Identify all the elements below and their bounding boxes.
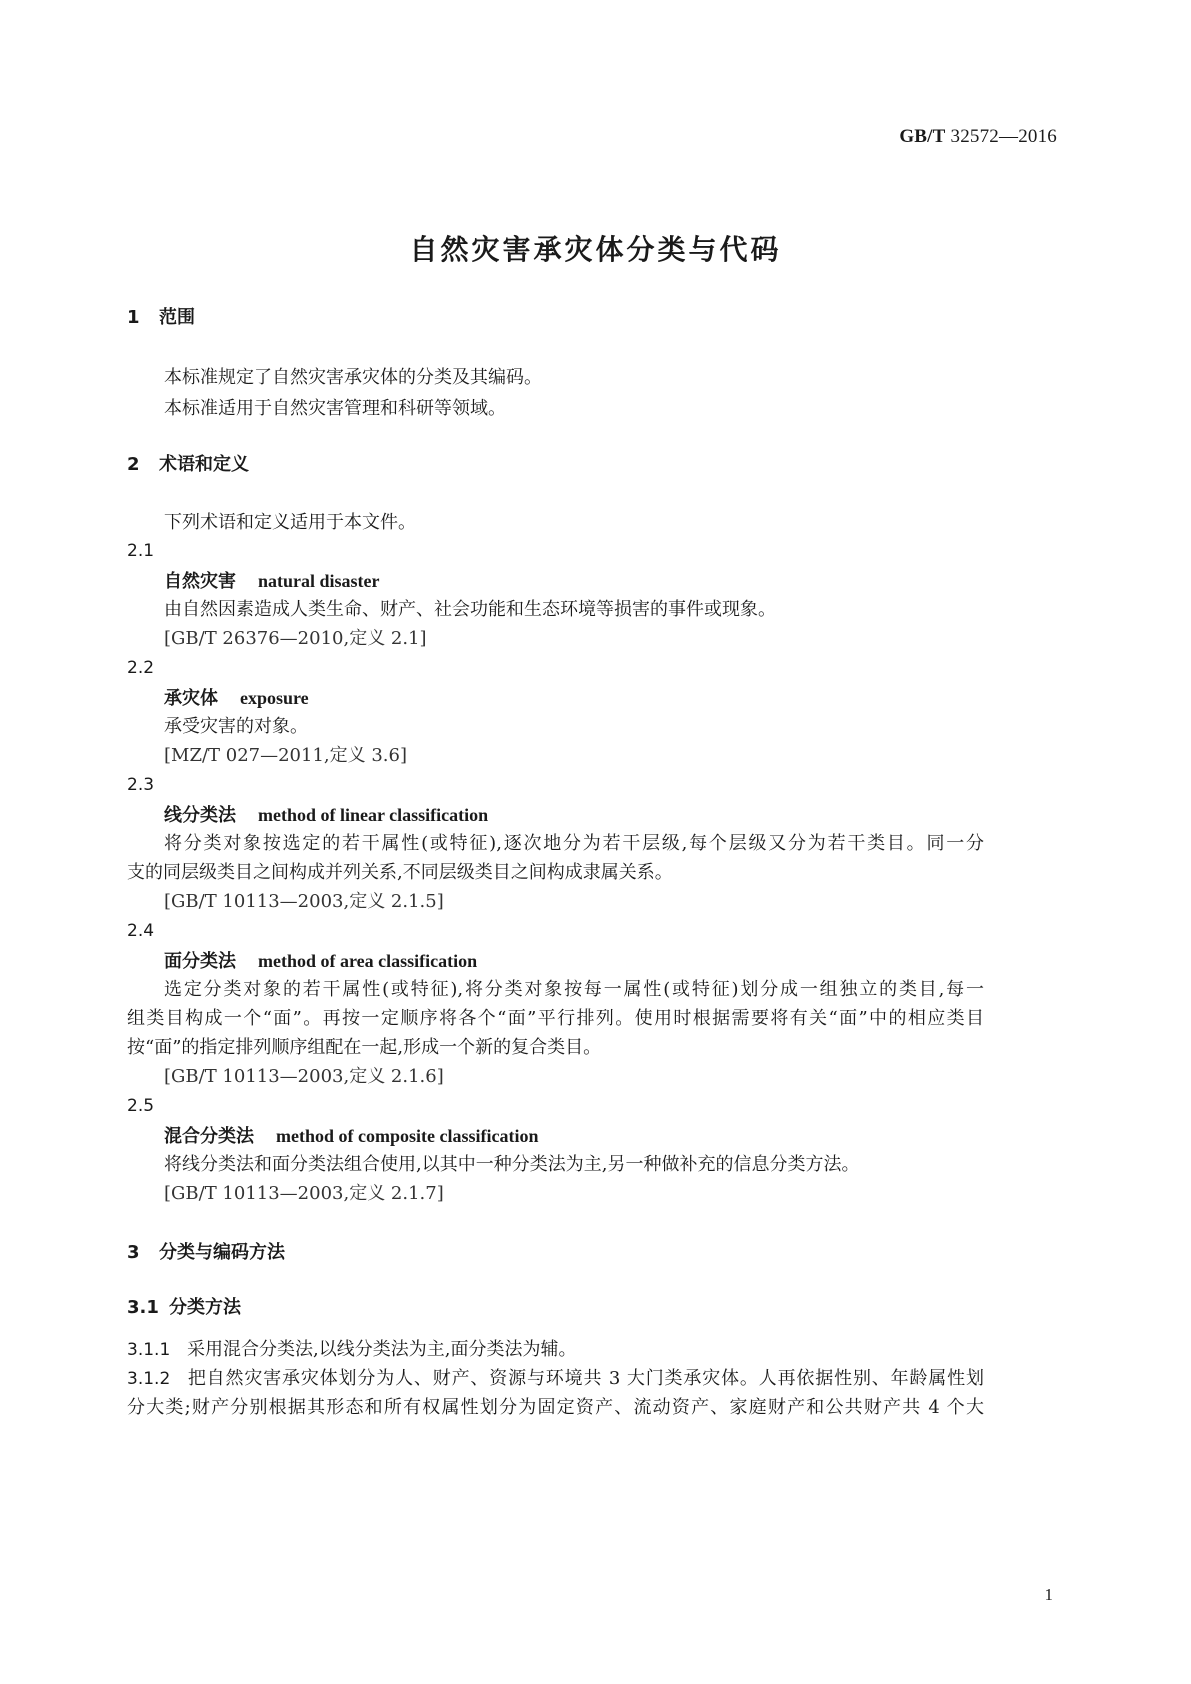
term-2-2-zh: 承灾体 xyxy=(164,688,218,709)
term-2-1-en: natural disaster xyxy=(258,571,380,591)
subsection-3-1-heading xyxy=(127,1299,241,1317)
term-2-2-name xyxy=(164,689,309,708)
term-2-3-en: method of linear classification xyxy=(258,805,489,825)
term-2-2-definition: 承受灾害的对象。 xyxy=(164,716,308,737)
standard-prefix: GB/T xyxy=(899,126,946,147)
section-3-heading xyxy=(127,1244,285,1262)
clause-3-1-2-line-1 xyxy=(127,1370,984,1388)
term-2-1-zh: 自然灾害 xyxy=(164,571,236,592)
term-2-4-name xyxy=(164,952,477,971)
term-2-4-reference: [GB/T 10113—2003,定义 2.1.6] xyxy=(164,1066,444,1087)
clause-3-1-1-text: 采用混合分类法,以线分类法为主,面分类法为辅。 xyxy=(187,1339,577,1360)
standard-code xyxy=(899,126,1057,148)
term-2-4-definition-line-3: 按“面”的指定排列顺序组配在一起,形成一个新的复合类目。 xyxy=(127,1037,602,1058)
term-2-3-definition-line-2: 支的同层级类目之间构成并列关系,不同层级类目之间构成隶属关系。 xyxy=(127,862,673,883)
section-2-intro: 下列术语和定义适用于本文件。 xyxy=(164,512,416,533)
section-1-number: 1 xyxy=(127,307,140,328)
section-1-title: 范围 xyxy=(159,307,195,328)
term-2-5-en: method of composite classification xyxy=(276,1126,539,1146)
section-3-number: 3 xyxy=(127,1242,140,1263)
section-2-title: 术语和定义 xyxy=(159,454,249,475)
term-2-4-definition-line-1: 选定分类对象的若干属性(或特征),将分类对象按每一属性(或特征)划分成一组独立的类目,每一 xyxy=(164,979,984,1000)
term-2-2-en: exposure xyxy=(240,688,309,708)
term-2-3-name xyxy=(164,806,488,825)
term-2-5-reference: [GB/T 10113—2003,定义 2.1.7] xyxy=(164,1183,444,1204)
section-3-title: 分类与编码方法 xyxy=(159,1242,285,1263)
section-2-number: 2 xyxy=(127,454,140,475)
term-2-1-name xyxy=(164,572,380,591)
section-2-heading xyxy=(127,456,249,474)
term-2-4-en: method of area classification xyxy=(258,951,478,971)
clause-3-1-2-line-2: 分大类;财产分别根据其形态和所有权属性划分为固定资产、流动资产、家庭财产和公共财产共 4 个大 xyxy=(127,1397,984,1418)
term-2-5-name xyxy=(164,1127,538,1146)
term-2-2-reference: [MZ/T 027—2011,定义 3.6] xyxy=(164,745,408,766)
clause-3-1-2-text-1: 把自然灾害承灾体划分为人、财产、资源与环境共 3 大门类承灾体。人再依据性别、年龄属性划 xyxy=(187,1368,984,1389)
term-2-4-definition-line-2: 组类目构成一个“面”。再按一定顺序将各个“面”平行排列。使用时根据需要将有关“面”中的相应类目 xyxy=(127,1008,984,1029)
section-1-heading xyxy=(127,309,195,327)
term-2-1-number: 2.1 xyxy=(127,541,155,561)
term-2-4-number: 2.4 xyxy=(127,921,155,941)
term-2-1-definition: 由自然因素造成人类生命、财产、社会功能和生态环境等损害的事件或现象。 xyxy=(164,599,776,620)
term-2-3-zh: 线分类法 xyxy=(164,805,236,826)
section-1-para-1: 本标准规定了自然灾害承灾体的分类及其编码。 xyxy=(164,367,542,388)
term-2-1-reference: [GB/T 26376—2010,定义 2.1] xyxy=(164,628,427,649)
term-2-3-reference: [GB/T 10113—2003,定义 2.1.5] xyxy=(164,891,444,912)
term-2-4-zh: 面分类法 xyxy=(164,951,236,972)
term-2-5-definition: 将线分类法和面分类法组合使用,以其中一种分类法为主,另一种做补充的信息分类方法。 xyxy=(164,1154,860,1175)
term-2-5-number: 2.5 xyxy=(127,1096,155,1116)
term-2-2-number: 2.2 xyxy=(127,658,155,678)
document-title: 自然灾害承灾体分类与代码 xyxy=(409,233,782,266)
standard-number: 32572—2016 xyxy=(950,126,1057,147)
term-2-3-definition-line-1: 将分类对象按选定的若干属性(或特征),逐次地分为若干层级,每个层级又分为若干类目。同一分 xyxy=(164,833,984,854)
term-2-3-number: 2.3 xyxy=(127,775,155,795)
subsection-3-1-number: 3.1 xyxy=(127,1297,159,1318)
clause-3-1-1-number: 3.1.1 xyxy=(127,1340,171,1360)
clause-3-1-1 xyxy=(127,1341,576,1359)
term-2-5-zh: 混合分类法 xyxy=(164,1126,254,1147)
subsection-3-1-title: 分类方法 xyxy=(169,1297,241,1318)
page-number: 1 xyxy=(1044,1585,1053,1604)
clause-3-1-2-number: 3.1.2 xyxy=(127,1369,171,1389)
section-1-para-2: 本标准适用于自然灾害管理和科研等领域。 xyxy=(164,398,506,419)
